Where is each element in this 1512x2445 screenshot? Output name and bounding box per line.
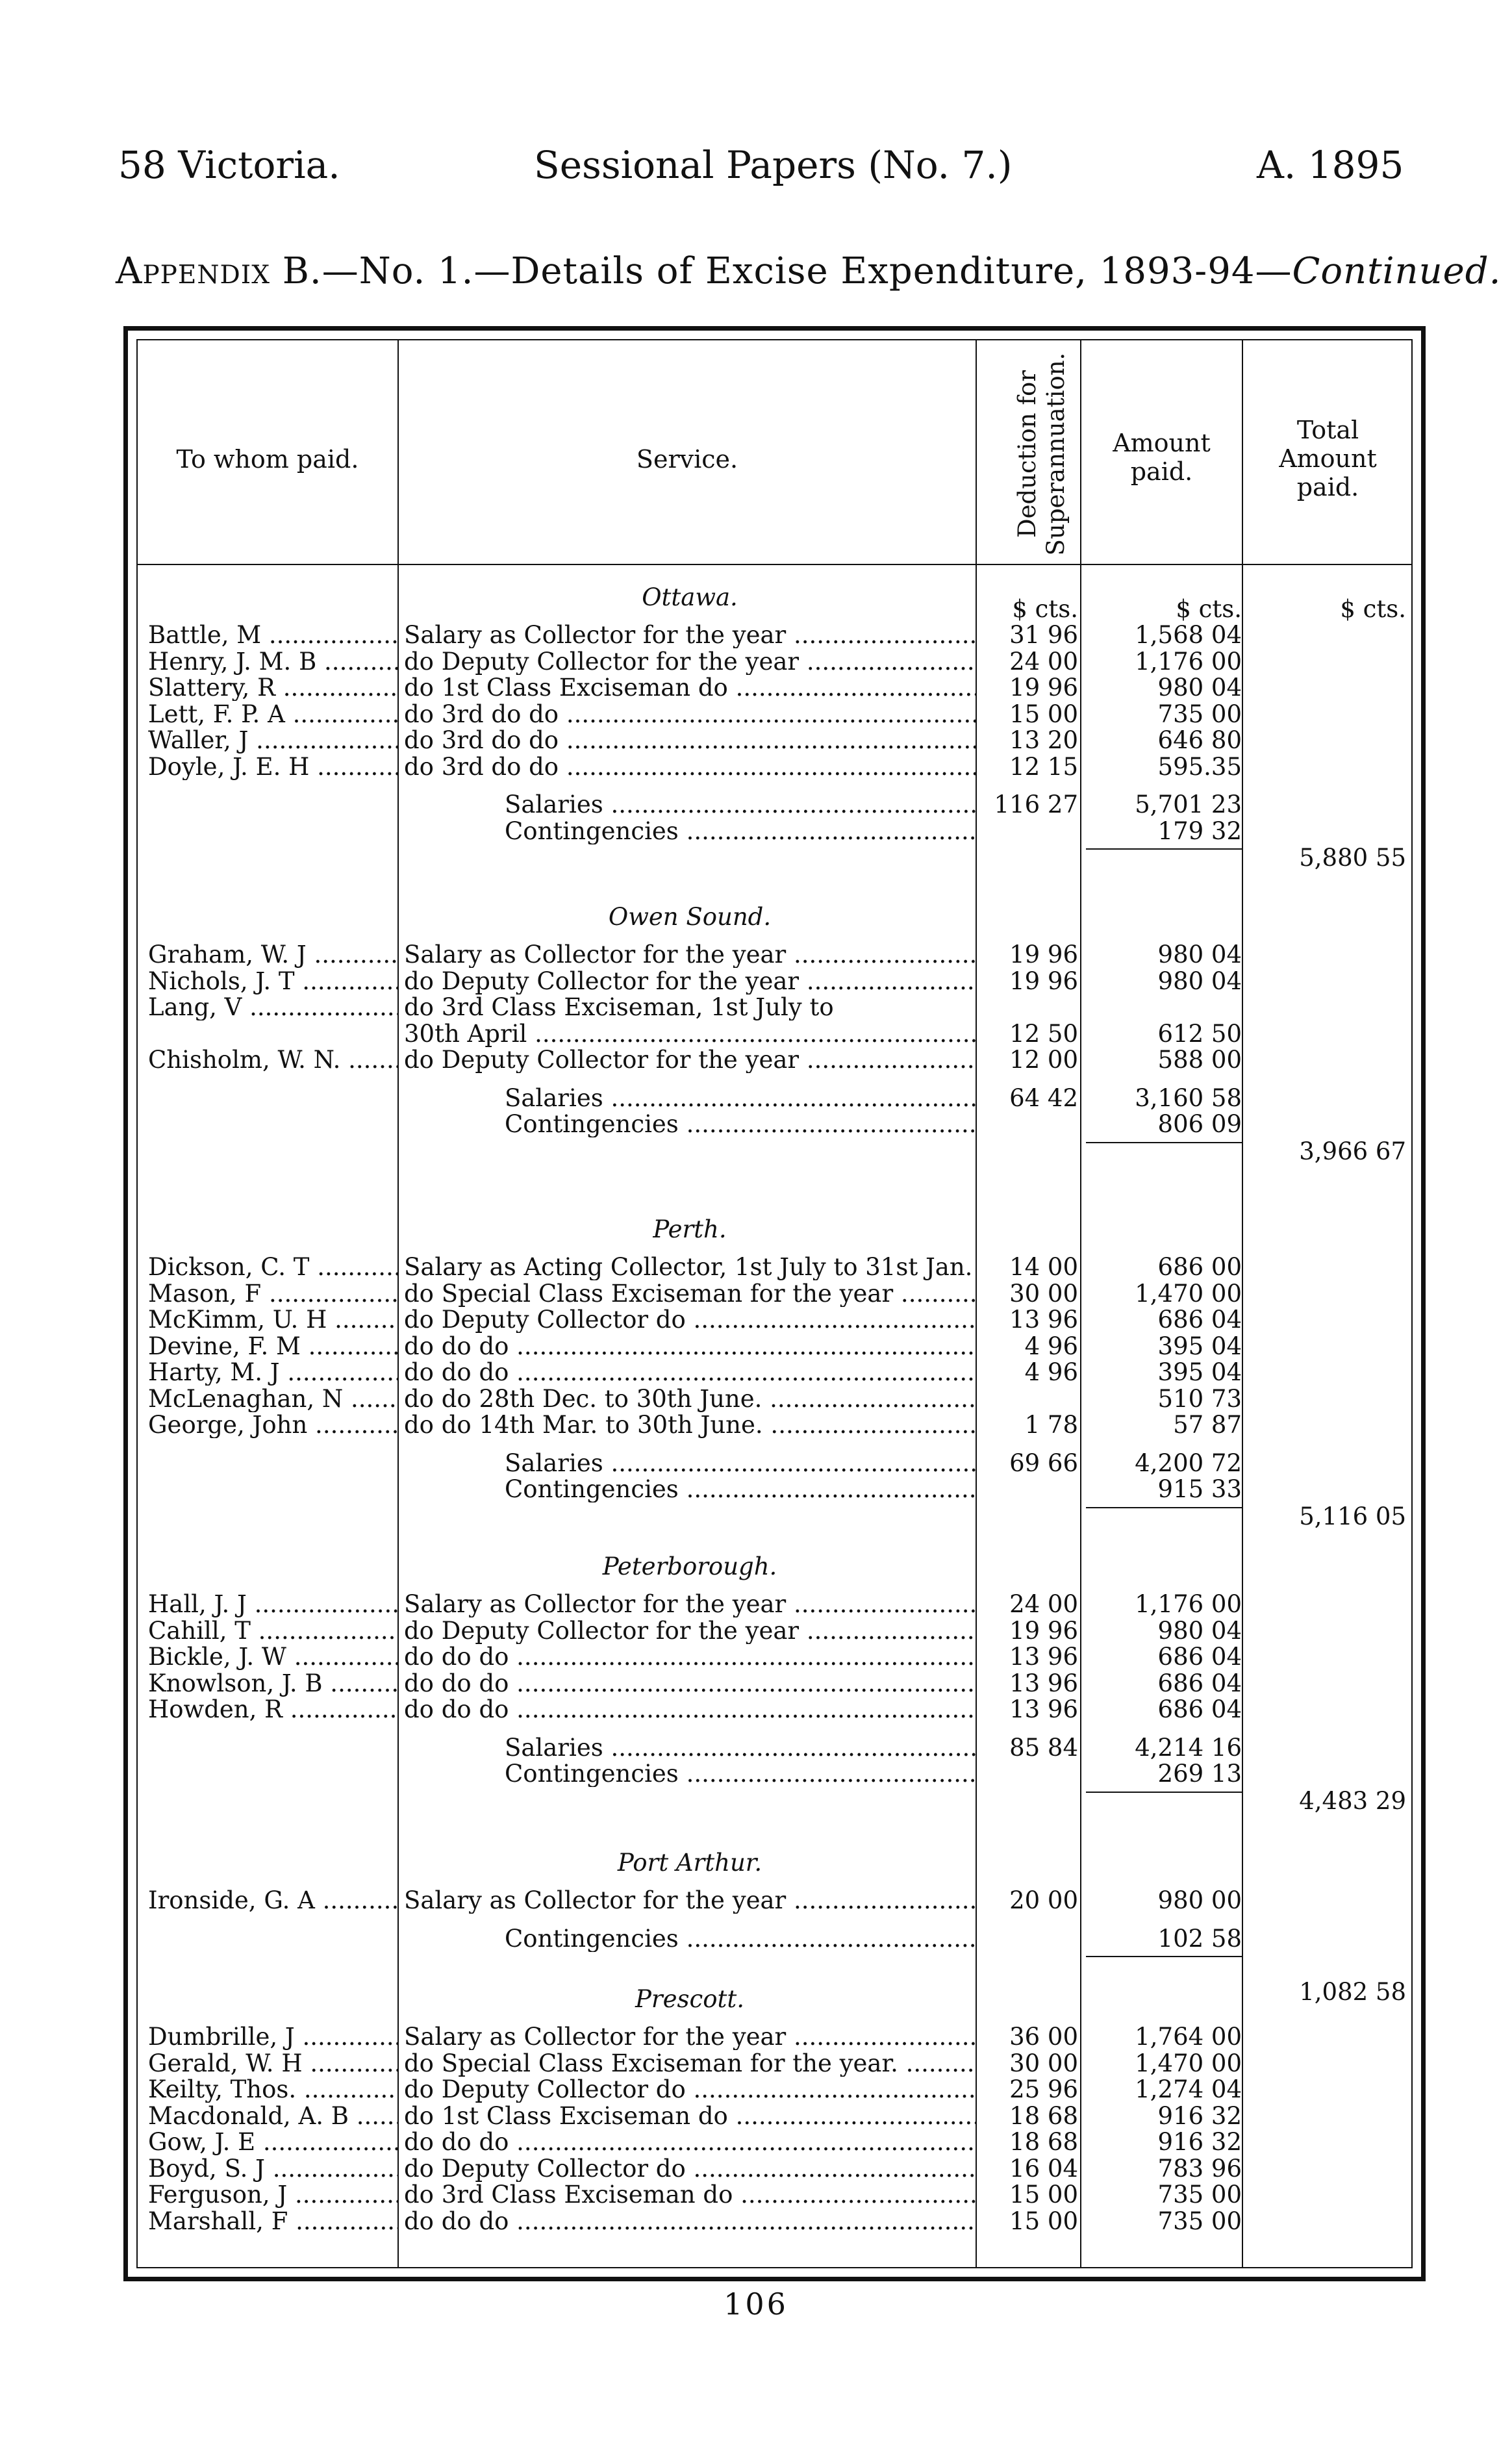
section-total: 5,116 05 [1299, 1502, 1406, 1530]
service-description: do do 28th Dec. to 30th June. ..... [404, 1386, 976, 1412]
col-divider-3 [1080, 339, 1081, 2267]
page-number: 106 [724, 2287, 788, 2322]
deduction-value: 12 15 [1009, 752, 1078, 781]
colhead-total-line2: Amount [1279, 444, 1377, 473]
deduction-value: 30 00 [1009, 1279, 1078, 1308]
deduction-value: 12 50 [1009, 1019, 1078, 1048]
salaries-label: Salaries ..... [404, 1085, 976, 1111]
service-description: Salary as Collector for the year ..... [404, 1591, 976, 1617]
payee-name: Dumbrille, J ..... [148, 2024, 398, 2050]
unit-ded: $ cts. [1012, 595, 1078, 623]
section-title: Ottawa. [642, 583, 738, 611]
service-description: do do do ..... [404, 1644, 976, 1670]
service-description: do do do ..... [404, 1360, 976, 1386]
amount-value: 735 00 [1157, 2181, 1242, 2209]
section-title: Peterborough. [602, 1552, 777, 1580]
salaries-deduction: 85 84 [1009, 1733, 1078, 1762]
amount-value: 395 04 [1157, 1332, 1242, 1360]
colhead-total-line3: paid. [1296, 473, 1359, 501]
header-session: 58 Victoria. [118, 143, 340, 187]
subtotal-rule [1086, 1507, 1242, 1508]
amount-value: 686 04 [1157, 1669, 1242, 1697]
service-description: do Deputy Collector do ..... [404, 2156, 976, 2182]
amount-value: 510 73 [1157, 1384, 1242, 1413]
service-description: do Deputy Collector for the year ..... [404, 649, 976, 675]
deduction-value: 13 96 [1009, 1695, 1078, 1723]
payee-name: McKimm, U. H ..... [148, 1307, 398, 1333]
service-description: do 3rd Class Exciseman do ..... [404, 2182, 976, 2208]
amount-value: 595.35 [1157, 752, 1242, 781]
deduction-value: 15 00 [1009, 2181, 1078, 2209]
col-divider-2 [976, 339, 977, 2267]
amount-value: 980 04 [1157, 967, 1242, 995]
service-description: 30th April ..... [404, 1021, 976, 1047]
service-description: Salary as Acting Collector, 1st July to 31st Jan. ..... [404, 1254, 976, 1280]
contingencies-label: Contingencies ..... [404, 1761, 976, 1787]
service-description: Salary as Collector for the year ..... [404, 2024, 976, 2050]
amount-value: 686 04 [1157, 1306, 1242, 1334]
amount-value: 1,470 00 [1135, 1279, 1242, 1308]
deduction-value: 30 00 [1009, 2049, 1078, 2077]
service-description: do 1st Class Exciseman do ..... [404, 675, 976, 701]
header-rule [136, 564, 1413, 565]
amount-value: 980 04 [1157, 941, 1242, 969]
contingencies-amount: 915 33 [1157, 1475, 1242, 1503]
payee-name: Graham, W. J ..... [148, 942, 398, 968]
salaries-amount: 3,160 58 [1135, 1083, 1242, 1112]
document-subtitle [116, 250, 1501, 292]
amount-value: 1,568 04 [1135, 621, 1242, 649]
salaries-amount: 5,701 23 [1135, 791, 1242, 818]
amount-value: 1,470 00 [1135, 2049, 1242, 2077]
amount-value: 646 80 [1157, 726, 1242, 754]
col-divider-4 [1242, 339, 1243, 2267]
service-description: do Deputy Collector for the year ..... [404, 969, 976, 994]
payee-name: Lett, F. P. A ..... [148, 702, 398, 728]
amount-value: 686 04 [1157, 1643, 1242, 1671]
deduction-value: 15 00 [1009, 700, 1078, 728]
payee-name: Knowlson, J. B ..... [148, 1671, 398, 1697]
amount-value: 735 00 [1157, 2207, 1242, 2235]
section-total: 5,880 55 [1299, 844, 1406, 872]
payee-name: George, John ..... [148, 1412, 398, 1438]
amount-value: 1,176 00 [1135, 1590, 1242, 1618]
service-description: do do do ..... [404, 2209, 976, 2235]
deduction-value: 13 20 [1009, 726, 1078, 754]
salaries-deduction: 116 27 [994, 791, 1078, 818]
colhead-deduction-line1: Deduction for [1013, 370, 1041, 538]
deduction-value: 4 96 [1024, 1358, 1078, 1386]
deduction-value: 14 00 [1009, 1253, 1078, 1281]
colhead-service: Service. [636, 445, 738, 474]
contingencies-label: Contingencies ..... [404, 1926, 976, 1952]
deduction-value: 13 96 [1009, 1306, 1078, 1334]
unit-tot: $ cts. [1340, 595, 1406, 623]
payee-name: Bickle, J. W ..... [148, 1644, 398, 1670]
service-description: do do do ..... [404, 2129, 976, 2155]
colhead-amount-line2: paid. [1130, 457, 1193, 486]
amount-value: 588 00 [1157, 1046, 1242, 1074]
amount-value: 686 00 [1157, 1253, 1242, 1281]
deduction-value: 18 68 [1009, 2101, 1078, 2130]
deduction-value: 16 04 [1009, 2154, 1078, 2183]
payee-name: Gerald, W. H ..... [148, 2051, 398, 2077]
amount-value: 980 04 [1157, 1616, 1242, 1645]
service-description: do Deputy Collector for the year ..... [404, 1618, 976, 1644]
salaries-amount: 4,200 72 [1135, 1449, 1242, 1477]
payee-name: Henry, J. M. B ..... [148, 649, 398, 675]
deduction-value: 13 96 [1009, 1643, 1078, 1671]
payee-name: Dickson, C. T ..... [148, 1254, 398, 1280]
amount-value: 395 04 [1157, 1358, 1242, 1386]
payee-name: Chisholm, W. N. ..... [148, 1047, 398, 1073]
contingencies-amount: 179 32 [1157, 817, 1242, 845]
payee-name: Ironside, G. A ..... [148, 1888, 398, 1914]
service-description: do 3rd do do ..... [404, 702, 976, 728]
amount-value: 1,274 04 [1135, 2075, 1242, 2103]
service-description: do 3rd Class Exciseman, 1st July to [404, 994, 834, 1020]
deduction-value: 4 96 [1024, 1332, 1078, 1360]
header-title: Sessional Papers (No. 7.) [534, 143, 1013, 187]
subtitle-continued: Continued. [1292, 250, 1502, 292]
amount-value: 980 04 [1157, 674, 1242, 702]
colhead-deduction [981, 351, 1078, 559]
payee-name: Doyle, J. E. H ..... [148, 754, 398, 780]
section-total: 3,966 67 [1299, 1137, 1406, 1165]
deduction-value: 25 96 [1009, 2075, 1078, 2103]
deduction-value: 1 78 [1024, 1411, 1078, 1439]
header-year: A. 1895 [1257, 143, 1404, 187]
service-description: do 1st Class Exciseman do ..... [404, 2103, 976, 2129]
section-total: 1,082 58 [1299, 1977, 1406, 2006]
contingencies-label: Contingencies ..... [404, 818, 976, 844]
payee-name: Howden, R ..... [148, 1697, 398, 1723]
service-description: do do do ..... [404, 1671, 976, 1697]
subtotal-rule [1086, 1956, 1242, 1957]
payee-name: Harty, M. J ..... [148, 1360, 398, 1386]
service-description: Salary as Collector for the year ..... [404, 1888, 976, 1914]
service-description: do Deputy Collector do ..... [404, 1307, 976, 1333]
colhead-total-line1: Total [1296, 416, 1359, 444]
deduction-value: 19 96 [1009, 1616, 1078, 1645]
amount-value: 916 32 [1157, 2101, 1242, 2130]
section-title: Perth. [653, 1215, 727, 1243]
unit-amt: $ cts. [1176, 595, 1242, 623]
deduction-value: 20 00 [1009, 1886, 1078, 1914]
subtotal-rule [1086, 848, 1242, 850]
deduction-value: 19 96 [1009, 967, 1078, 995]
deduction-value: 19 96 [1009, 674, 1078, 702]
service-description: do Deputy Collector for the year ..... [404, 1047, 976, 1073]
colhead-amount-line1: Amount [1113, 429, 1211, 457]
section-title: Owen Sound. [608, 903, 772, 931]
amount-value: 916 32 [1157, 2128, 1242, 2156]
service-description: do Deputy Collector do ..... [404, 2077, 976, 2103]
amount-value: 783 96 [1157, 2154, 1242, 2183]
payee-name: Slattery, R ..... [148, 675, 398, 701]
payee-name: Gow, J. E ..... [148, 2129, 398, 2155]
salaries-label: Salaries ..... [404, 792, 976, 818]
salaries-deduction: 69 66 [1009, 1449, 1078, 1477]
salaries-amount: 4,214 16 [1135, 1733, 1242, 1762]
amount-value: 980 00 [1157, 1886, 1242, 1914]
payee-name: Macdonald, A. B ..... [148, 2103, 398, 2129]
colhead-deduction-line2: Superannuation. [1042, 352, 1070, 556]
section-title: Port Arthur. [617, 1849, 762, 1877]
payee-name: McLenaghan, N ..... [148, 1386, 398, 1412]
amount-value: 1,764 00 [1135, 2023, 1242, 2051]
subtitle-main: B.—No. 1.—Details of Excise Expenditure, 1893-94— [270, 250, 1292, 292]
deduction-value: 13 96 [1009, 1669, 1078, 1697]
service-description: do 3rd do do ..... [404, 728, 976, 754]
contingencies-amount: 102 58 [1157, 1924, 1242, 1953]
payee-name: Boyd, S. J ..... [148, 2156, 398, 2182]
contingencies-amount: 806 09 [1157, 1110, 1242, 1138]
deduction-value: 24 00 [1009, 1590, 1078, 1618]
subtitle-appendix: Appendix [116, 250, 270, 292]
service-description: do Special Class Exciseman for the year. ..... [404, 2051, 976, 2077]
service-description: do do 14th Mar. to 30th June. ..... [404, 1412, 976, 1438]
service-description: Salary as Collector for the year ..... [404, 622, 976, 648]
section-total: 4,483 29 [1299, 1786, 1406, 1815]
salaries-label: Salaries ..... [404, 1451, 976, 1476]
deduction-value: 19 96 [1009, 941, 1078, 969]
service-description: Salary as Collector for the year ..... [404, 942, 976, 968]
payee-name: Lang, V ..... [148, 994, 398, 1020]
amount-value: 57 87 [1173, 1411, 1242, 1439]
payee-name: Battle, M ..... [148, 622, 398, 648]
payee-name: Cahill, T ..... [148, 1618, 398, 1644]
payee-name: Ferguson, J ..... [148, 2182, 398, 2208]
payee-name: Mason, F ..... [148, 1281, 398, 1307]
amount-value: 1,176 00 [1135, 647, 1242, 676]
subtotal-rule [1086, 1792, 1242, 1793]
contingencies-amount: 269 13 [1157, 1760, 1242, 1788]
colhead-name: To whom paid. [176, 445, 359, 474]
amount-value: 735 00 [1157, 700, 1242, 728]
contingencies-label: Contingencies ..... [404, 1476, 976, 1502]
deduction-value: 24 00 [1009, 647, 1078, 676]
section-title: Prescott. [635, 1985, 744, 2013]
deduction-value: 12 00 [1009, 1046, 1078, 1074]
service-description: do 3rd do do ..... [404, 754, 976, 780]
service-description: do Special Class Exciseman for the year ..... [404, 1281, 976, 1307]
deduction-value: 31 96 [1009, 621, 1078, 649]
payee-name: Nichols, J. T ..... [148, 969, 398, 994]
deduction-value: 36 00 [1009, 2023, 1078, 2051]
service-description: do do do ..... [404, 1697, 976, 1723]
contingencies-label: Contingencies ..... [404, 1111, 976, 1137]
service-description: do do do ..... [404, 1334, 976, 1360]
colhead-total [1243, 416, 1413, 501]
payee-name: Hall, J. J ..... [148, 1591, 398, 1617]
payee-name: Keilty, Thos. ..... [148, 2077, 398, 2103]
deduction-value: 15 00 [1009, 2207, 1078, 2235]
salaries-label: Salaries ..... [404, 1735, 976, 1761]
payee-name: Marshall, F ..... [148, 2209, 398, 2235]
subtotal-rule [1086, 1142, 1242, 1143]
amount-value: 612 50 [1157, 1019, 1242, 1048]
amount-value: 686 04 [1157, 1695, 1242, 1723]
payee-name: Devine, F. M ..... [148, 1334, 398, 1360]
colhead-amount [1081, 429, 1242, 486]
deduction-value: 18 68 [1009, 2128, 1078, 2156]
payee-name: Waller, J ..... [148, 728, 398, 754]
salaries-deduction: 64 42 [1009, 1083, 1078, 1112]
